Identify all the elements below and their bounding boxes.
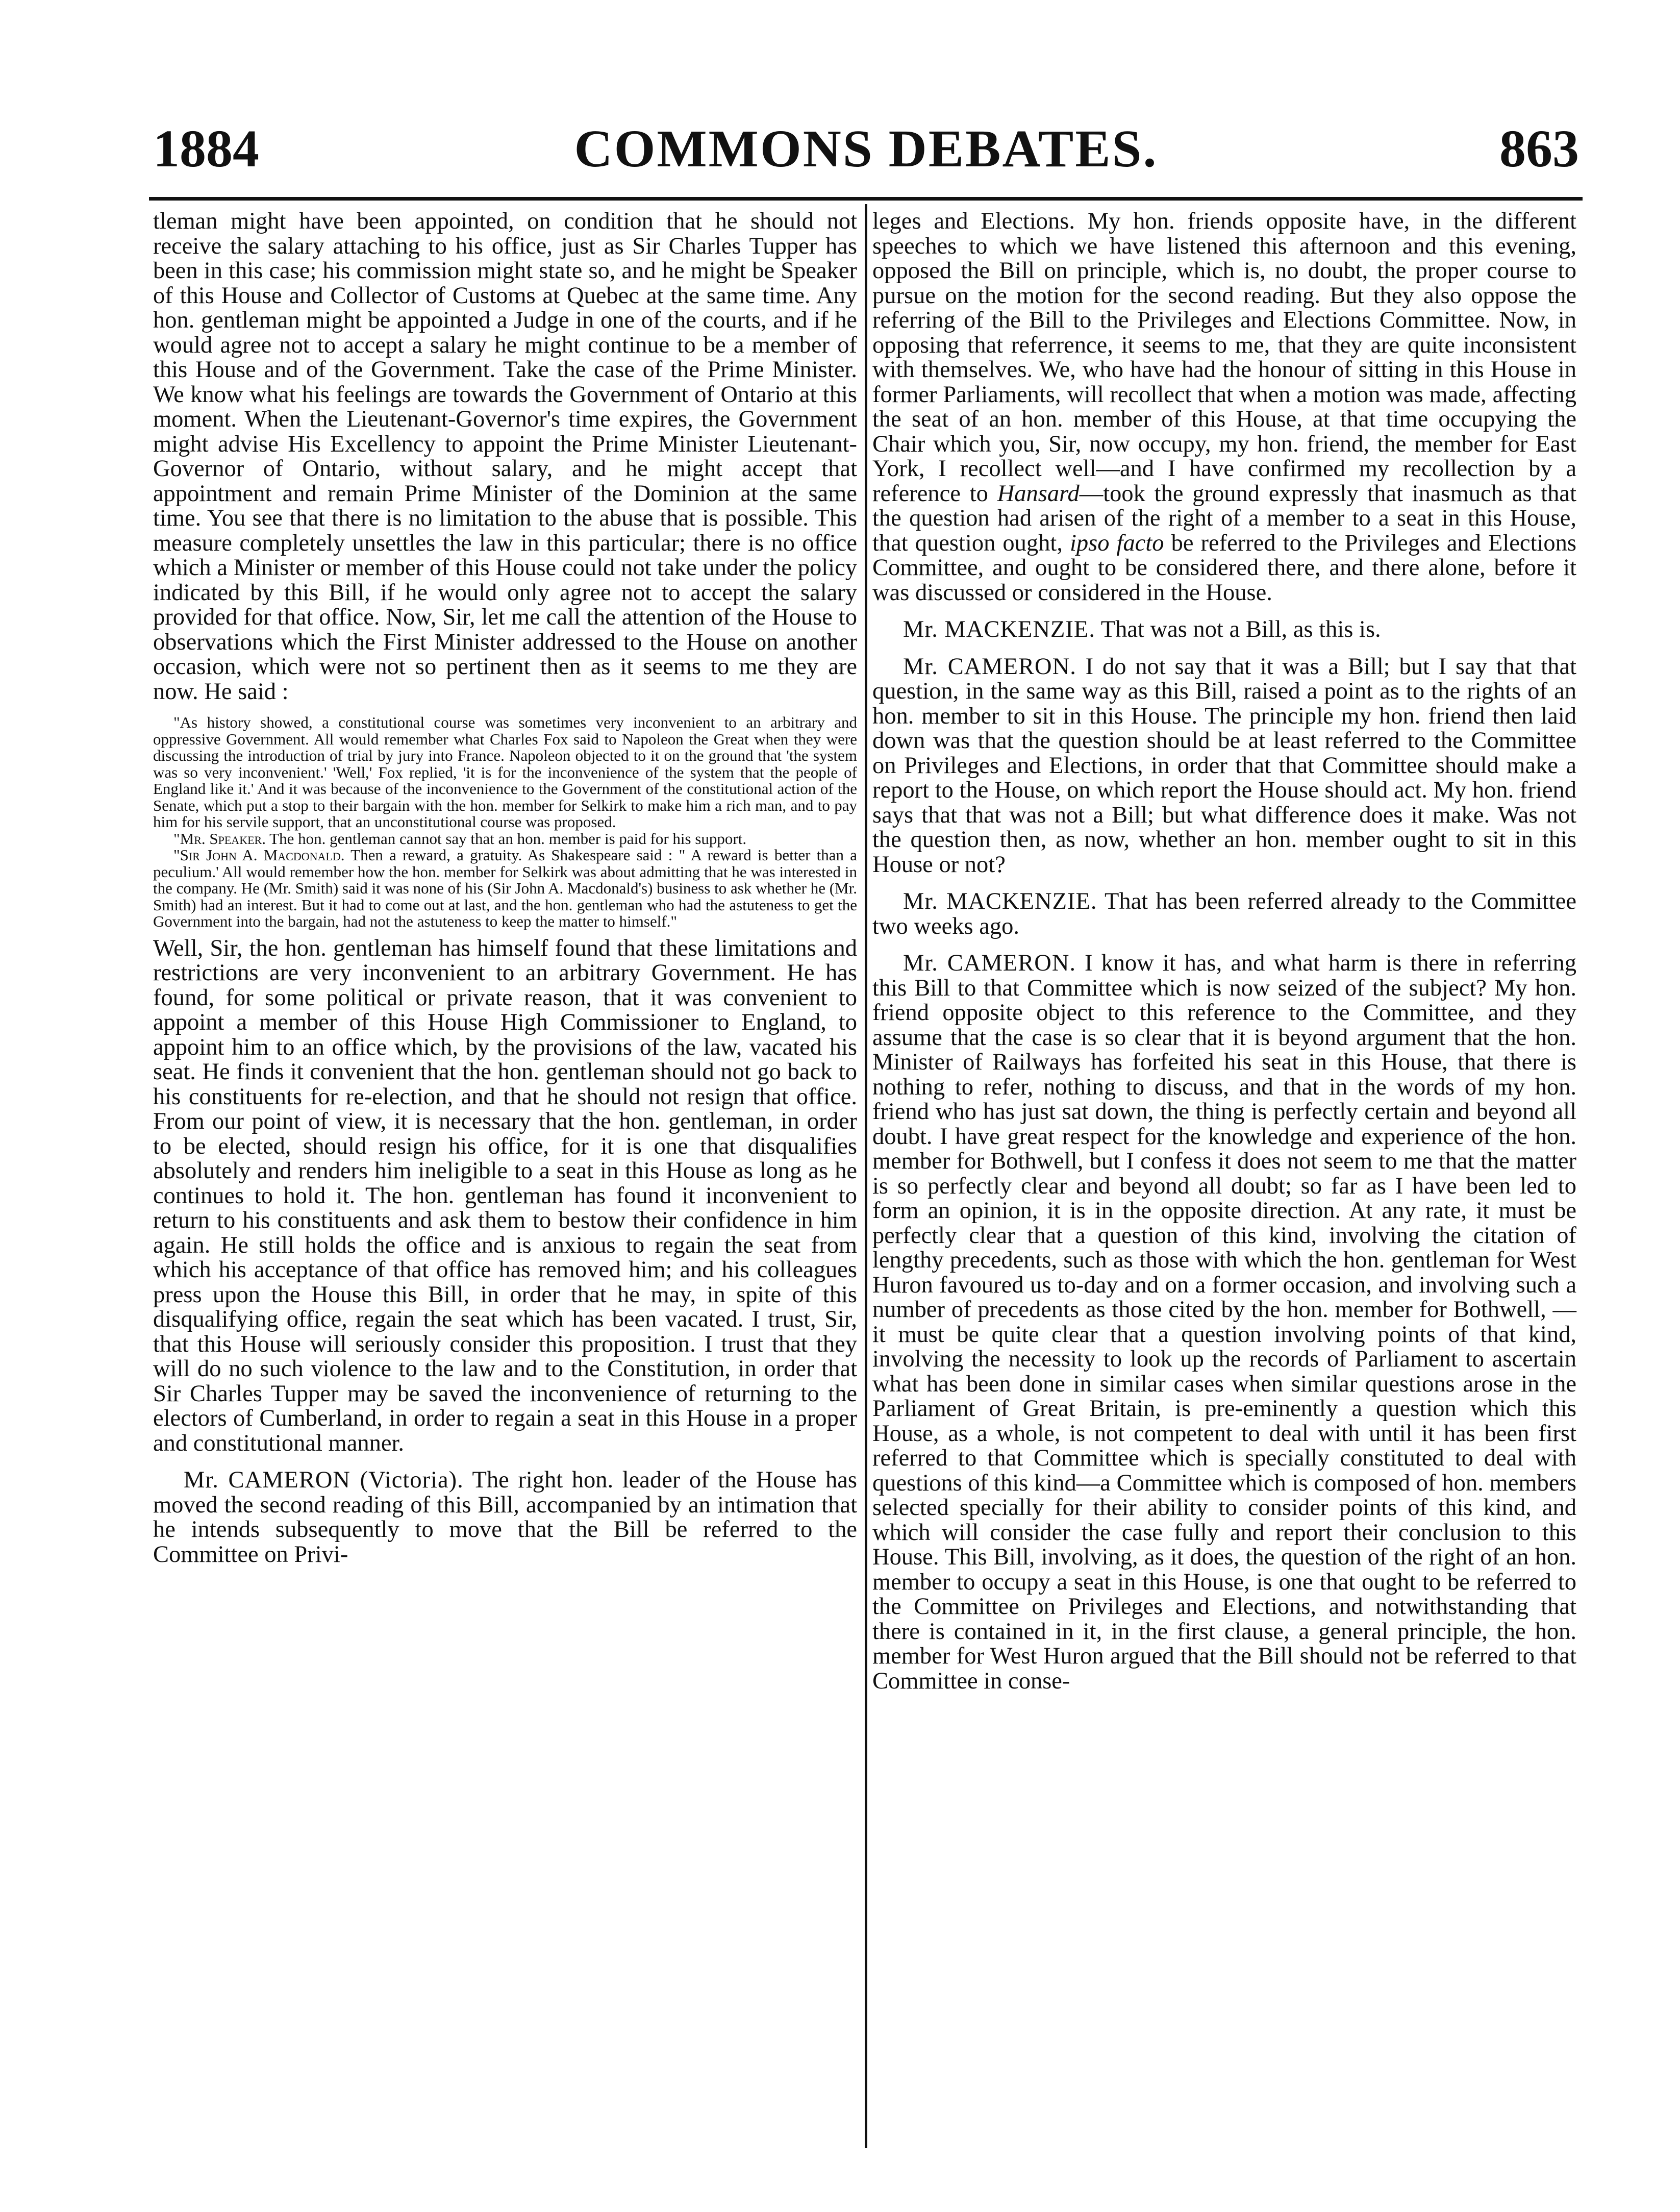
speech-mackenzie-2 — [872, 889, 1576, 939]
header-rule — [149, 197, 1583, 201]
column-divider — [865, 204, 867, 2148]
continuation-text-b: —took the ground expressly that inasmuch as that the question had arisen of the right of a member to a seat in this House, that question ought, — [872, 480, 1576, 556]
speaker-name: Mr. MACKENZIE. — [903, 888, 1097, 914]
speech-cameron-1 — [872, 655, 1576, 878]
right-column — [872, 209, 1576, 1694]
speech-cameron-victoria — [153, 1468, 857, 1567]
left-column — [153, 209, 857, 1567]
continuation-text-c: be referred to the Privileges and Elections Committee, and ought to be considered there, and there alone, before it was discussed or considered in the House. — [872, 530, 1576, 606]
speech-mackenzie-1 — [872, 617, 1576, 642]
speaker-name: Mr. CAMERON. — [903, 653, 1076, 680]
quote-speaker-speaker: "Mr. Speaker. — [173, 829, 266, 848]
continuation-text-a: leges and Elections. My hon. friends opposite have, in the different speeches to which we have listened this afternoon and this evening, opposed the Bill on principle, which is, no doubt, the proper course to pursue on the motion for the second reading. But they also oppose the referring of the Bill to the Privileges and Elections Committee. Now, in opposing that referrence, it seems to me, that they are quite inconsistent with themselves. We, who have had the honour of sitting in this House in former Parliaments, will recollect that when a motion was made, affecting the seat of an hon. member of this House, at that time occupying the Chair which you, Sir, now occupy, my hon. friend, the member for East York, I recollect well—and I have confirmed my recollection by a reference to — [872, 208, 1576, 507]
quotation-block — [153, 714, 857, 930]
speech-text: I know it has, and what harm is there in referring this Bill to that Committee which is now seized of the subject? My hon. friend opposite object to this reference to the Committee, and they assume that the case is so clear that it is beyond argument that the hon. Minister of Railways has forfeited his seat in this House, that there is nothing to refer, nothing to discuss, and that in the words of my hon. friend who has just sat down, the thing is perfectly certain and beyond all doubt. I have great respect for the knowledge and experience of the hon. member for Bothwell, but I confess it does not seem to me that the matter is so perfectly clear and beyond all doubt; so far as I have been led to form an opinion, it is in the opposite direction. At any rate, it must be perfectly clear that a question of this kind, involving the citation of lengthy precedents, such as those with which the hon. gentleman for West Huron favoured us to-day and on a former occasion, and involving such a number of precedents as those cited by the hon. member for Bothwell, —it must be quite clear that a question involving points of that kind, involving the necessity to look up the records of Parliament to ascertain what has been done in similar cases when similar questions arose in the Parliament of Great Britain, is pre-eminently a question which this House, as a whole, is not competent to deal with until it has been first referred to that Committee which is specially constituted to deal with questions of this kind—a Committee which is composed of hon. members selected specially for their ability to consider points of this kind, and which will consider the case fully and report their conclusion to this House. This Bill, involving, as it does, the question of the right of an hon. member to occupy a seat in this House, is one that ought to be referred to the Committee on Privileges and Elections, and notwithstanding that there is contained in it, in the first clause, a general principle, the hon. member for West Huron argued that the Bill should not be referred to that Committee in conse- — [872, 950, 1577, 1694]
speech-text: I do not say that it was a Bill; but I say that that question, in the same way as this Bill, raised a point as to the rights of an hon. member to sit in this House. The principle my hon. friend then laid down was that the question should be at least referred to the Committee on Privileges and Elections, in order that that Committee should make a report to the House, on which report the House should act. My hon. friend says that that was not a Bill; but what difference does it make. Was not the question then, as now, whether an hon. member ought to sit in this House or not? — [872, 653, 1577, 878]
quote-speaker-macdonald: "Sir John A. Macdonald. — [173, 846, 345, 864]
page-header — [153, 118, 1579, 185]
header-page-number: 863 — [1499, 119, 1579, 178]
right-continuation-paragraph — [872, 209, 1576, 605]
quote-paragraph-1: "As history showed, a constitutional course was sometimes very inconvenient to an arbitrary and oppressive Government. All would remember what Charles Fox said to Napoleon the Great when they were discussing the introduction of trial by jury into France. Napoleon objected to it on the ground that 'the system was so very inconvenient.' 'Well,' Fox replied, 'it is for the inconvenience of the system that the people of England like it.' And it was because of the inconvenience to the Government of the constitutional action of the Senate, which put a stop to their bargain with the hon. member for Selkirk to make him a rich man, and to pay him for his servile support, that an unconstitutional course was proposed. — [153, 713, 857, 831]
left-after-quote-paragraph: Well, Sir, the hon. gentleman has himself found that these limitations and restrictions are very inconvenient to an arbitrary Government. He has found, for some political or private reason, that it was convenient to appoint a member of this House High Commissioner to England, to appoint him to an office which, by the provisions of the law, vacated his seat. He finds it convenient that the hon. gentleman should not go back to his constituents for re-election, and that he should not resign that office. From our point of view, it is necessary that the hon. gentleman, in order to be elected, should resign his office, for it is one that disqualifies absolutely and renders him ineligible to a seat in this House as long as he continues to hold it. The hon. gentleman has found it inconvenient to return to his constituents and ask them to bestow their confidence in him again. He still holds the office and is anxious to regain the seat from which his acceptance of that office has removed him; and his colleagues press upon the House this Bill, in order that he may, in spite of this disqualifying office, regain the seat which has been vacated. I trust, Sir, that this House will seriously consider this proposition. I trust that they will do no such violence to the law and to the Constitution, in order that Sir Charles Tupper may be saved the inconvenience of returning to the electors of Cumberland, in order to regain a seat in this House in a proper and constitutional manner. — [153, 935, 857, 1456]
quote-paragraph-3 — [153, 847, 857, 930]
header-year: 1884 — [153, 119, 259, 178]
ipso-facto-italic: ipso facto — [1070, 530, 1164, 556]
quote-text-3: Then a reward, a gratuity. As Shakespeare said : " A reward is better than a peculium.' All would remember how the hon. member for Selkirk was about admitting that he was interested in the company. He (Mr. Smith) said it was none of his (Sir John A. Macdonald's) business to ask whether he (Mr. Smith) had an interest. But it had to come out at last, and the hon. gentleman who had the astuteness to get the Government into the bargain, had not the astuteness to keep the matter to himself." — [153, 846, 857, 930]
quote-paragraph-2 — [153, 831, 857, 848]
speech-cameron-2 — [872, 951, 1576, 1694]
speaker-name: Mr. CAMERON (Victoria). — [184, 1467, 464, 1493]
speaker-name: Mr. CAMERON. — [903, 950, 1076, 976]
speaker-name: Mr. MACKENZIE. — [903, 616, 1095, 642]
quote-text-2: The hon. gentleman cannot say that an hon. member is paid for his support. — [269, 829, 747, 848]
speech-text: That was not a Bill, as this is. — [1100, 616, 1381, 642]
left-opening-paragraph: tleman might have been appointed, on condition that he should not receive the salary attaching to his office, just as Sir Charles Tupper has been in this case; his commission might state so, and he might be Speaker of this House and Collector of Customs at Quebec at the same time. Any hon. gentleman might be appointed a Judge in one of the courts, and if he would agree not to accept a salary he might continue to be a member of this House and of the Government. Take the case of the Prime Minister. We know what his feelings are towards the Government of Ontario at this moment. When the Lieutenant-Governor's time expires, the Government might advise His Excellency to appoint the Prime Minister Lieutenant-Governor of Ontario, without salary, and he might accept that appointment and remain Prime Minister of the Dominion at the same time. You see that there is no limitation to the abuse that is possible. This measure completely unsettles the law in this particular; there is no office which a Minister or member of this House could not take under the policy indicated by this Bill, if he would only agree not to accept the salary provided for that office. Now, Sir, let me call the attention of the House to observations which the First Minister addressed to the House on another occasion, which were not so pertinent then as it seems to me they are now. He said : — [153, 208, 857, 705]
speech-text: That has been referred already to the Committee two weeks ago. — [872, 888, 1576, 939]
speech-text: The right hon. leader of the House has moved the second reading of this Bill, accompanied by an intimation that he intends subsequently to move that the Bill be referred to the Committee on Privi- — [153, 1467, 857, 1568]
header-title: COMMONS DEBATES. — [574, 119, 1158, 178]
hansard-italic: Hansard — [997, 480, 1080, 507]
